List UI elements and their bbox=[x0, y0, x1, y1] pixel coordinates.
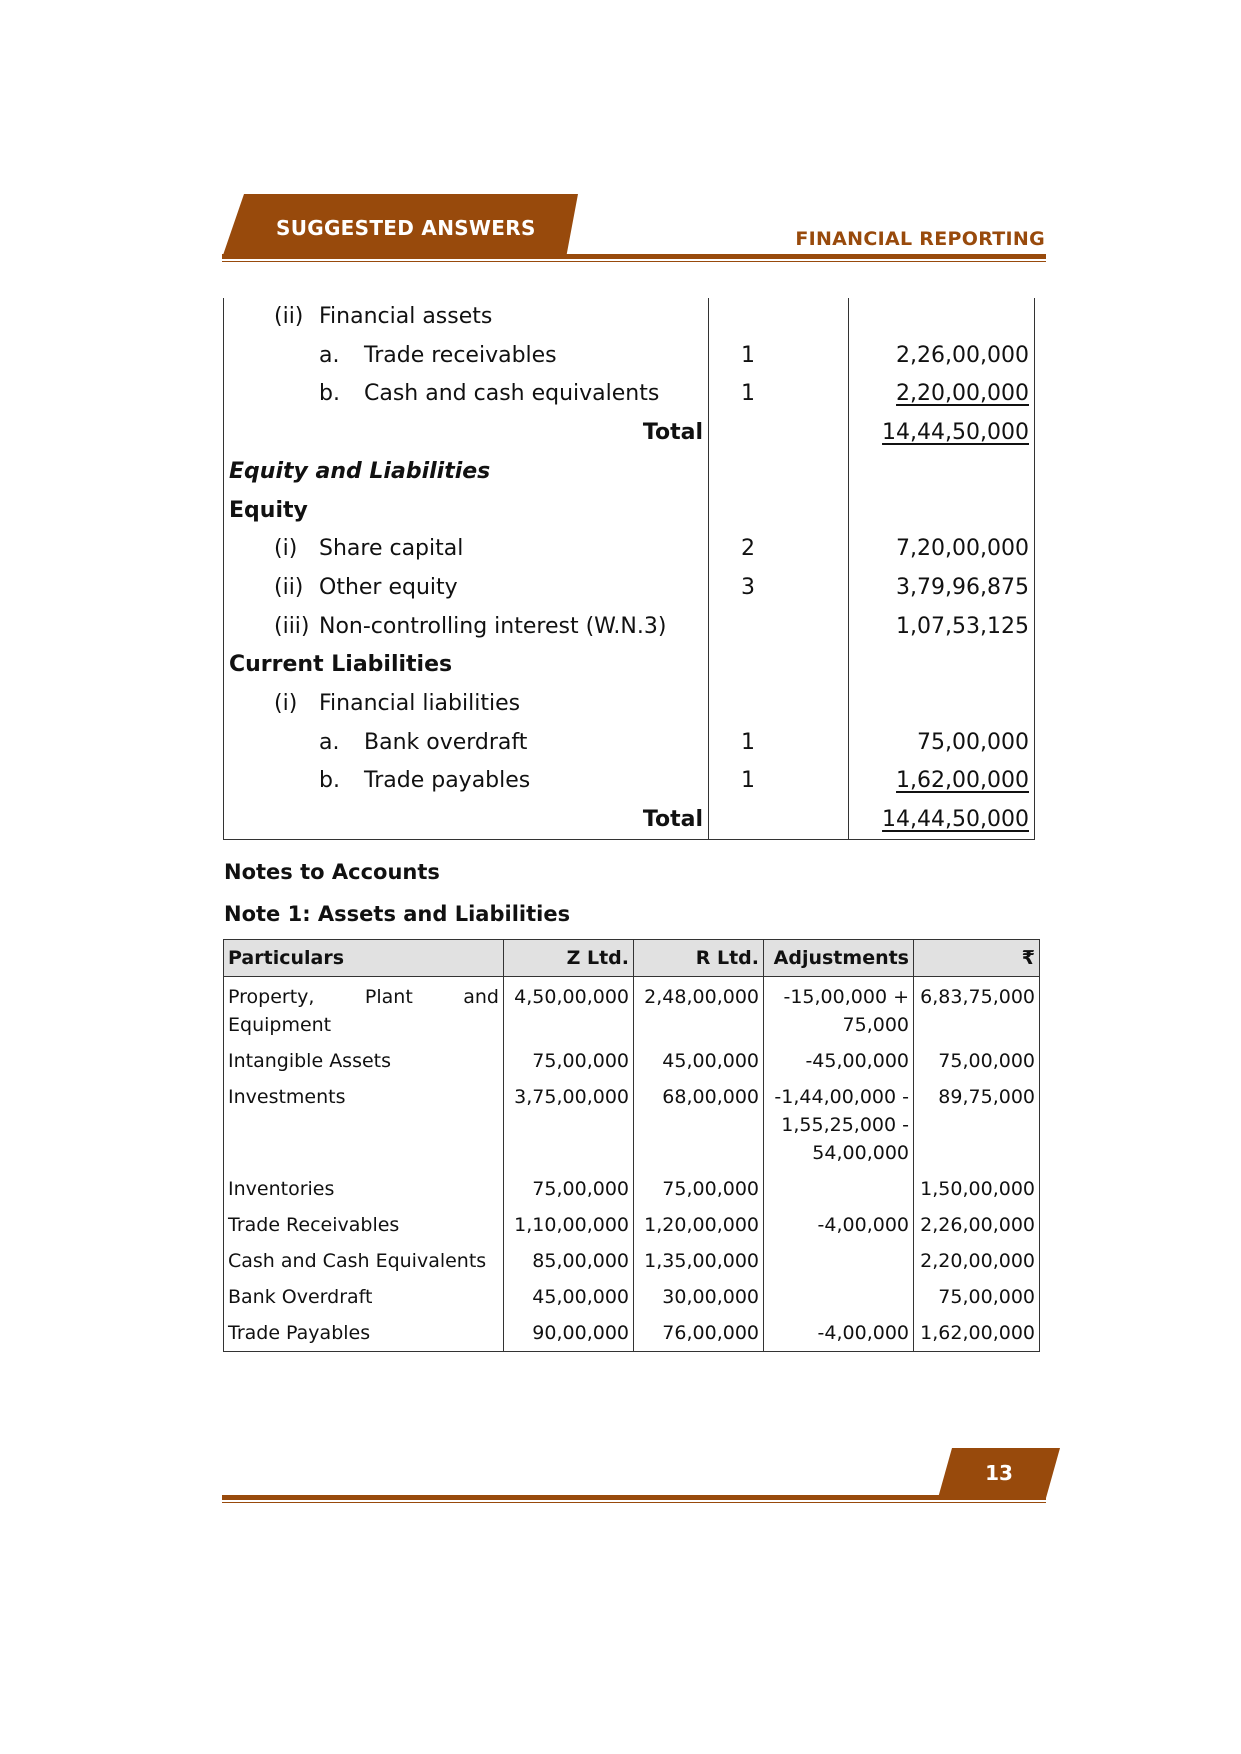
bs-row bbox=[223, 685, 1035, 723]
bs-row-number: a. bbox=[319, 729, 340, 755]
table-row bbox=[224, 1279, 1040, 1315]
bs-row-label: Financial assets bbox=[319, 304, 493, 329]
cell-total: 75,00,000 bbox=[914, 1043, 1040, 1079]
bs-row bbox=[223, 530, 1035, 568]
cell-r-ltd: 1,35,00,000 bbox=[634, 1243, 764, 1279]
bs-total-label: Total bbox=[642, 807, 703, 833]
cell-total: 6,83,75,000 bbox=[914, 977, 1040, 1044]
cell-particulars: Inventories bbox=[224, 1171, 504, 1207]
table-row bbox=[224, 1243, 1040, 1279]
cell-particulars: Property, Plant and Equipment bbox=[224, 977, 504, 1044]
bs-row-number: (i) bbox=[274, 536, 298, 562]
cell-adjustments: -4,00,000 bbox=[764, 1207, 914, 1243]
bs-row bbox=[223, 298, 1035, 336]
bs-row-note: 1 bbox=[741, 342, 755, 368]
table-row bbox=[224, 977, 1040, 1044]
bs-subsection-label: Current Liabilities bbox=[229, 652, 453, 678]
bs-total-amount: 14,44,50,000 bbox=[882, 807, 1029, 833]
bs-row-label: Bank overdraft bbox=[364, 729, 528, 755]
bs-row-amount: 3,79,96,875 bbox=[896, 574, 1029, 600]
col-header-particulars: Particulars bbox=[224, 940, 504, 977]
bs-row-label: Financial liabilities bbox=[319, 691, 521, 716]
cell-z-ltd: 3,75,00,000 bbox=[504, 1079, 634, 1171]
footer-rule-thin bbox=[222, 1502, 1046, 1503]
bs-row-label: Trade payables bbox=[364, 768, 531, 794]
table-row bbox=[224, 1043, 1040, 1079]
bs-subsection-heading bbox=[223, 492, 1035, 530]
bs-row-label: Other equity bbox=[319, 574, 458, 600]
cell-z-ltd: 90,00,000 bbox=[504, 1315, 634, 1352]
table-row bbox=[224, 1207, 1040, 1243]
bs-row-number: a. bbox=[319, 342, 340, 368]
cell-total: 2,26,00,000 bbox=[914, 1207, 1040, 1243]
cell-r-ltd: 1,20,00,000 bbox=[634, 1207, 764, 1243]
cell-r-ltd: 45,00,000 bbox=[634, 1043, 764, 1079]
table-row bbox=[224, 1315, 1040, 1352]
bs-row-label: Cash and cash equivalents bbox=[364, 381, 660, 407]
cell-z-ltd: 75,00,000 bbox=[504, 1171, 634, 1207]
col-header-r-ltd: R Ltd. bbox=[634, 940, 764, 977]
cell-r-ltd: 30,00,000 bbox=[634, 1279, 764, 1315]
bs-row-note: 2 bbox=[741, 536, 755, 562]
bs-row-amount: 1,62,00,000 bbox=[896, 768, 1029, 794]
cell-adjustments: -4,00,000 bbox=[764, 1315, 914, 1352]
bs-row-note: 1 bbox=[741, 381, 755, 407]
footer-rule bbox=[222, 1495, 1046, 1500]
bs-section-label: Equity and Liabilities bbox=[229, 458, 491, 484]
bs-row bbox=[223, 337, 1035, 375]
bs-row-note: 1 bbox=[741, 768, 755, 794]
note1-table bbox=[223, 939, 1040, 1352]
cell-adjustments: -1,44,00,000 - 1,55,25,000 - 54,00,000 bbox=[764, 1079, 914, 1171]
bs-row-number: (iii) bbox=[274, 613, 310, 639]
balance-sheet-border-bottom bbox=[223, 839, 1035, 840]
header-rule-thin bbox=[222, 261, 1046, 262]
bs-row bbox=[223, 762, 1035, 800]
note1-header-row bbox=[224, 940, 1040, 977]
note1-heading: Note 1: Assets and Liabilities bbox=[224, 902, 571, 926]
cell-particulars: Trade Payables bbox=[224, 1315, 504, 1352]
bs-row-number: b. bbox=[319, 768, 340, 794]
bs-row-amount: 2,20,00,000 bbox=[896, 381, 1029, 407]
header-right-label: FINANCIAL REPORTING bbox=[795, 228, 1045, 250]
table-row bbox=[224, 1171, 1040, 1207]
cell-r-ltd: 68,00,000 bbox=[634, 1079, 764, 1171]
cell-total: 75,00,000 bbox=[914, 1279, 1040, 1315]
bs-row-number: (i) bbox=[274, 691, 298, 716]
table-row bbox=[224, 1079, 1040, 1171]
bs-row-label: Trade receivables bbox=[364, 342, 557, 368]
bs-row bbox=[223, 375, 1035, 413]
bs-row bbox=[223, 608, 1035, 646]
bs-row bbox=[223, 569, 1035, 607]
header-rule bbox=[222, 254, 1046, 259]
cell-particulars: Bank Overdraft bbox=[224, 1279, 504, 1315]
cell-z-ltd: 85,00,000 bbox=[504, 1243, 634, 1279]
cell-z-ltd: 75,00,000 bbox=[504, 1043, 634, 1079]
cell-adjustments: -15,00,000 + 75,000 bbox=[764, 977, 914, 1044]
cell-r-ltd: 2,48,00,000 bbox=[634, 977, 764, 1044]
bs-total-label: Total bbox=[642, 420, 703, 446]
cell-total: 89,75,000 bbox=[914, 1079, 1040, 1171]
bs-row-label: Share capital bbox=[319, 536, 464, 562]
col-header-rupee: ₹ bbox=[914, 940, 1040, 977]
cell-particulars: Investments bbox=[224, 1079, 504, 1171]
bs-row bbox=[223, 724, 1035, 762]
bs-total-row bbox=[223, 801, 1035, 839]
cell-particulars: Cash and Cash Equivalents bbox=[224, 1243, 504, 1279]
cell-r-ltd: 76,00,000 bbox=[634, 1315, 764, 1352]
cell-adjustments bbox=[764, 1243, 914, 1279]
bs-row-amount: 1,07,53,125 bbox=[896, 613, 1029, 639]
cell-total: 2,20,00,000 bbox=[914, 1243, 1040, 1279]
bs-row-note: 1 bbox=[741, 729, 755, 755]
cell-adjustments bbox=[764, 1279, 914, 1315]
bs-row-amount: 7,20,00,000 bbox=[896, 536, 1029, 562]
col-header-z-ltd: Z Ltd. bbox=[504, 940, 634, 977]
bs-subsection-label: Equity bbox=[229, 497, 308, 523]
cell-particulars: Trade Receivables bbox=[224, 1207, 504, 1243]
balance-sheet bbox=[223, 298, 1035, 840]
notes-heading: Notes to Accounts bbox=[224, 860, 440, 884]
bs-row-label: Non-controlling interest (W.N.3) bbox=[319, 613, 667, 639]
cell-z-ltd: 45,00,000 bbox=[504, 1279, 634, 1315]
cell-adjustments bbox=[764, 1171, 914, 1207]
bs-row-number: (ii) bbox=[274, 574, 304, 600]
bs-section-heading bbox=[223, 453, 1035, 491]
cell-adjustments: -45,00,000 bbox=[764, 1043, 914, 1079]
header-left-label: SUGGESTED ANSWERS bbox=[276, 216, 536, 240]
bs-row-number: (ii) bbox=[274, 304, 304, 329]
cell-total: 1,50,00,000 bbox=[914, 1171, 1040, 1207]
bs-row-amount: 2,26,00,000 bbox=[896, 342, 1029, 368]
cell-particulars: Intangible Assets bbox=[224, 1043, 504, 1079]
bs-row-amount: 75,00,000 bbox=[917, 729, 1029, 755]
cell-z-ltd: 1,10,00,000 bbox=[504, 1207, 634, 1243]
cell-total: 1,62,00,000 bbox=[914, 1315, 1040, 1352]
bs-total-row bbox=[223, 414, 1035, 452]
page-number: 13 bbox=[985, 1461, 1013, 1485]
col-header-adjustments: Adjustments bbox=[764, 940, 914, 977]
bs-row-number: b. bbox=[319, 381, 340, 407]
cell-r-ltd: 75,00,000 bbox=[634, 1171, 764, 1207]
bs-subsection-heading bbox=[223, 646, 1035, 684]
bs-row-note: 3 bbox=[741, 574, 755, 600]
cell-z-ltd: 4,50,00,000 bbox=[504, 977, 634, 1044]
bs-total-amount: 14,44,50,000 bbox=[882, 420, 1029, 446]
